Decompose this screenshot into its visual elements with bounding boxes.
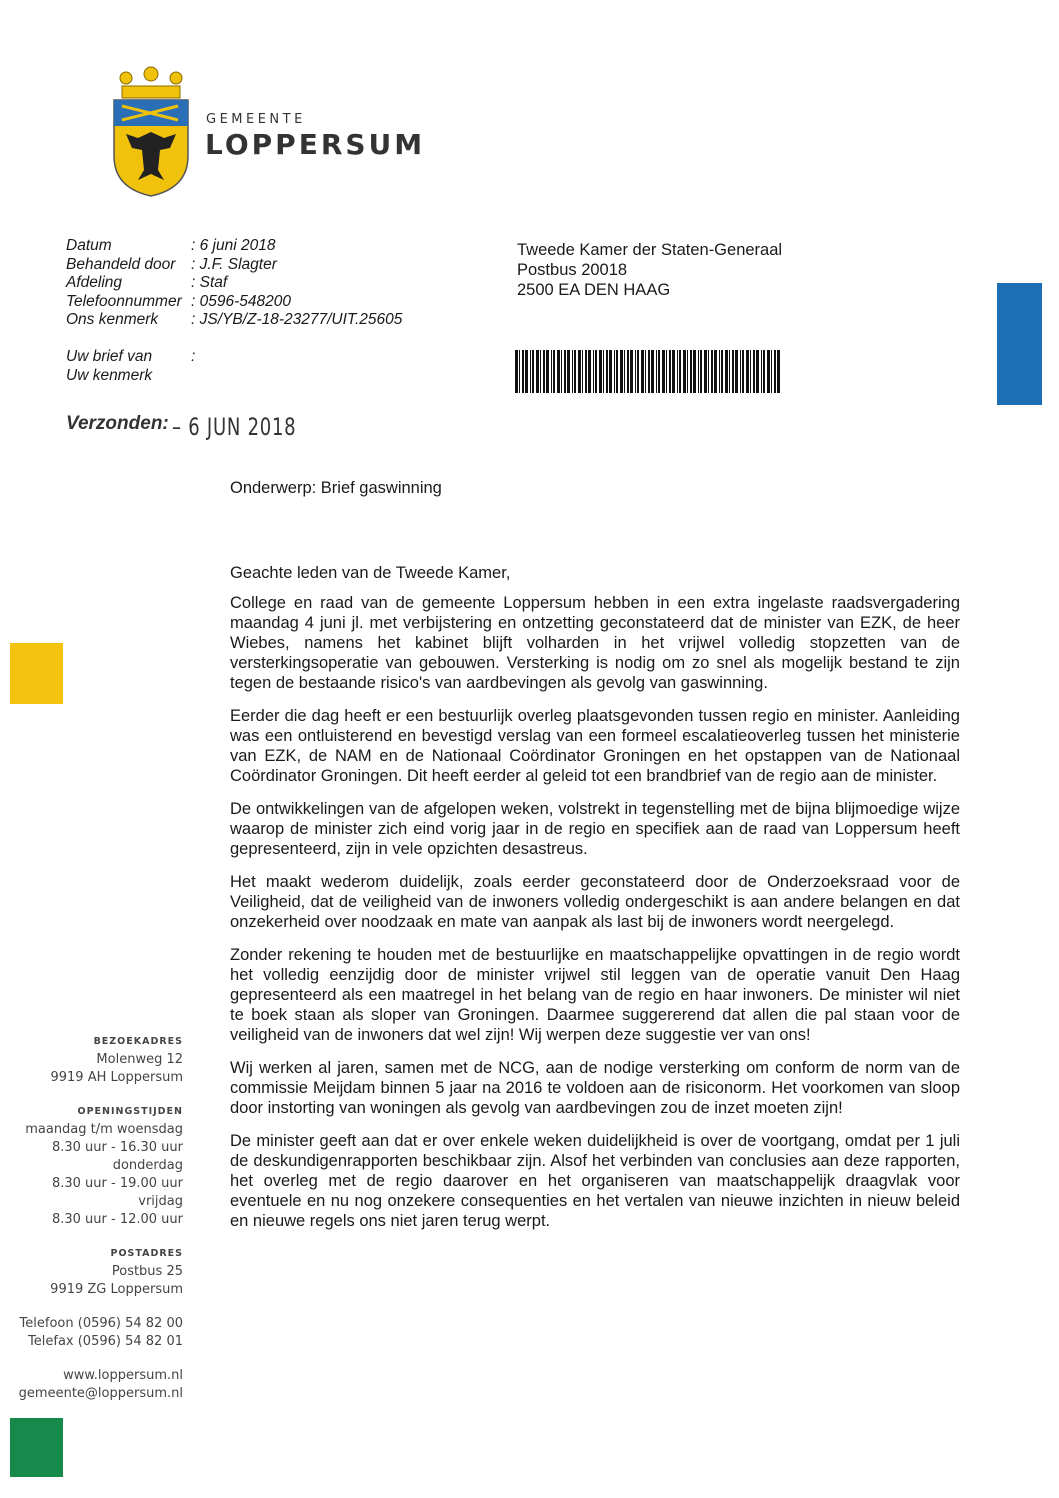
meta-value: : J.F. Slagter [191,255,277,273]
letter-body [230,563,960,1244]
address-line: Tweede Kamer der Staten-Generaal [517,241,783,259]
coat-of-arms-logo [108,66,194,198]
reference-metadata [66,348,195,385]
sidebar-contact-info [19,1033,183,1403]
meta-label: Afdeling [66,274,123,291]
letter-metadata [66,237,402,330]
paragraph: Het maakt wederom duidelijk, zoals eerder geconstateerd door de Onderzoeksraad voor de Veiligheid, dat de veiligheid van de inwoners volledig ondergeschikt is aan andere belangen en dat onzekerheid over noodzaak en mate van aanpak als last bij de inwoners wordt neergelegd. [230,873,960,931]
phone-number: Telefoon (0596) 54 82 00 [19,1316,183,1331]
barcode [515,350,783,393]
greeting: Geachte leden van de Tweede Kamer, [230,564,511,582]
meta-row [66,256,402,275]
sidebar-line: 8.30 uur - 19.00 uur [51,1176,183,1191]
visit-address-heading: BEZOEKADRES [93,1036,183,1047]
green-color-bar [10,1418,63,1477]
sidebar-line: maandag t/m woensdag [25,1122,183,1137]
meta-value: : JS/YB/Z-18-23277/UIT.25605 [191,311,403,328]
subject-line: Onderwerp: Brief gaswinning [230,479,442,497]
meta-label: Datum [66,237,112,254]
email-link[interactable]: gemeente@loppersum.nl [18,1386,183,1401]
sent-label: Verzonden: [66,413,169,434]
meta-row [66,293,402,312]
fax-number: Telefax (0596) 54 82 01 [28,1334,183,1349]
sent-date-stamp: – 6 JUN 2018 [172,413,297,441]
logo-text-gemeente: GEMEENTE [206,112,306,127]
meta-value: : [191,348,196,365]
sidebar-line: donderdag [112,1158,183,1173]
sidebar-line: Molenweg 12 [96,1052,183,1067]
meta-label: Behandeld door [66,255,176,273]
meta-value: : 0596-548200 [191,292,291,310]
sidebar-line: 8.30 uur - 12.00 uur [51,1212,183,1227]
paragraph: College en raad van de gemeente Loppersum hebben in een extra ingelaste raadsvergadering maandag 4 juni jl. met verbijstering en ontzetting geconstateerd dat de minister van EZK, de heer Wiebes, namens het kabinet blijft volharden in het vrijwel volledig stopzetten van de versterkingsoperatie van gebouwen. Versterking is nodig om zo snel als mogelijk bestand te zijn tegen de bestaande risico's van aardbevingen als gevolg van gaswinning. [230,594,960,692]
sidebar-line: 9919 AH Loppersum [50,1070,183,1085]
meta-value: : Staf [191,274,228,291]
postal-address-heading: POSTADRES [110,1248,183,1259]
sidebar-line: 9919 ZG Loppersum [50,1282,183,1297]
website-link[interactable]: www.loppersum.nl [63,1368,183,1383]
meta-label: Uw kenmerk [66,366,153,384]
sidebar-line: 8.30 uur - 16.30 uur [51,1140,183,1155]
meta-value: : 6 juni 2018 [191,237,276,254]
paragraph: Zonder rekening te houden met de bestuurlijke en maatschappelijke opvattingen in de regio wordt het volledig eenzijdig door de minister vrijwel stil leggen van de operatie vanuit Den Haag gepresenteerd als een maatregel in het belang van de regio en haar inwoners. De minister wil niet te boek staan als sloper van Groningen. Daarmee suggererend dat allen die pal staan voor de veiligheid van de inwoners dat wel zijn! Wij werpen deze suggestie ver van ons! [230,946,960,1044]
recipient-address [517,240,782,300]
sidebar-line: Postbus 25 [111,1264,183,1279]
meta-row [66,348,195,367]
paragraph: De minister geeft aan dat er over enkele weken duidelijkheid is over de voortgang, omdat per 1 juli de deskundigenrapporten beschikbaar zijn. Alsof het verbinden van conclusies aan deze rapporten, het overleg met de regio daarover en het organiseren van maatschappelijk draagvlak voor eventuele en nu nog onzekere consequenties en het vertalen van nieuwe inzichten in nieuw beleid en nieuwe regels ons niet jaren terug werpt. [230,1132,960,1230]
sidebar-line: vrijdag [138,1194,183,1209]
yellow-color-bar [10,643,63,704]
opening-hours-heading: OPENINGSTIJDEN [77,1106,183,1117]
paragraph: Eerder die dag heeft er een bestuurlijk overleg plaatsgevonden tussen regio en minister. Aanleiding was een ontluisterend en bevestigd verslag van een formeel escalatieoverleg tussen het ministerie van EZK, de NAM en de Nationaal Coördinator Groningen en het opstappen van de Nationaal Coördinator Groningen. Dit heeft eerder al geleid tot een brandbrief van de regio aan de minister. [230,707,960,785]
meta-row [66,311,402,330]
blue-color-bar [997,283,1042,405]
meta-label: Uw brief van [66,348,153,365]
address-line: Postbus 20018 [517,261,628,279]
meta-row [66,274,402,293]
logo-text-loppersum: LOPPERSUM [205,128,426,161]
meta-row [66,367,195,386]
meta-label: Telefoonnummer [66,292,182,310]
address-line: 2500 EA DEN HAAG [517,281,671,299]
meta-row [66,237,402,256]
paragraph: Wij werken al jaren, samen met de NCG, aan de nodige versterking om conform de norm van de commissie Meijdam binnen 5 jaar na 2016 te voldoen aan de risiconorm. Het voorkomen van sloop door instorting van woningen als gevolg van aardbevingen zou de inzet moeten zijn! [230,1059,960,1117]
meta-label: Ons kenmerk [66,311,159,328]
paragraph: De ontwikkelingen van de afgelopen weken, volstrekt in tegenstelling met de bijna blijmoedige wijze waarop de minister zich eind vorig jaar in de regio en specifiek aan de raad van Loppersum heeft gepresenteerd, zijn in vele opzichten desastreus. [230,800,960,858]
